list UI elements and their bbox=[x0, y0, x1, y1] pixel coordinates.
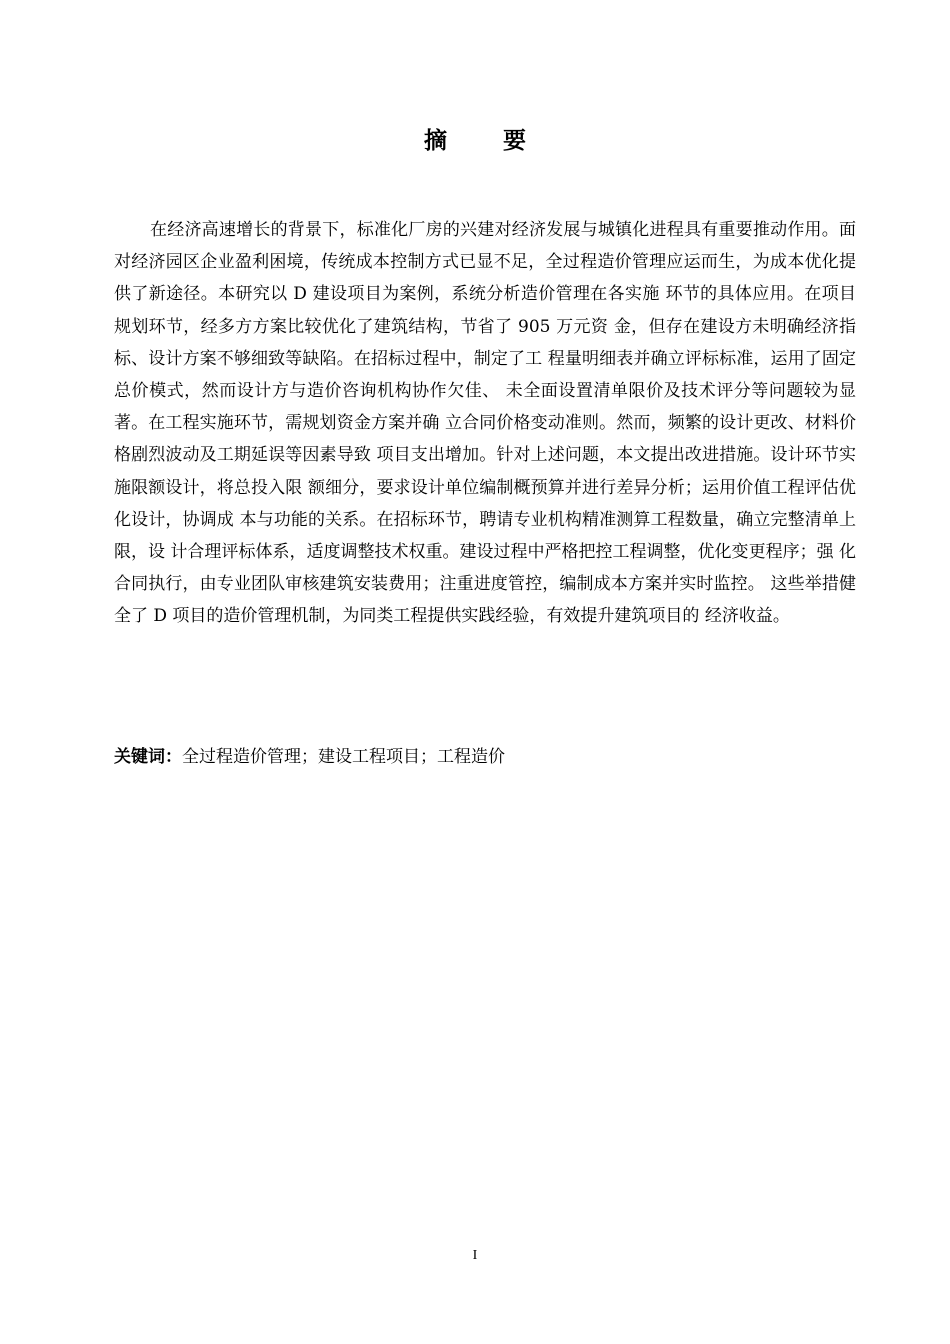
abstract-title: 摘 要 bbox=[423, 128, 550, 154]
keywords-line bbox=[114, 742, 856, 772]
abstract-body: 在经济高速增长的背景下，标准化厂房的兴建对经济发展与城镇化进程具有重要推动作用。面对经济园区企业盈利困境，传统成本控制方式已显不足，全过程造价管理应运而生，为成本优化提供了新途径。本研究以 D 建设项目为案例，系统分析造价管理在各实施 环节的具体应用。在项目规划环节，经多方方案比较优化了建筑结构，节省了 905 万元资 金，但存在建设方未明确经济指标、设计方案不够细致等缺陷。在招标过程中，制定了工 程量明细表并确立评标标准，运用了固定总价模式，然而设计方与造价咨询机构协作欠佳、 未全面设置清单限价及技术评分等问题较为显著。在工程实施环节，需规划资金方案并确 立合同价格变动准则。然而，频繁的设计更改、材料价格剧烈波动及工期延误等因素导致 项目支出增加。针对上述问题，本文提出改进措施。设计环节实施限额设计，将总投入限 额细分，要求设计单位编制概预算并进行差异分析；运用价值工程评估优化设计，协调成 本与功能的关系。在招标环节，聘请专业机构精准测算工程数量，确立完整清单上限，设 计合理评标体系，适度调整技术权重。建设过程中严格把控工程调整，优化变更程序；强 化合同执行，由专业团队审核建筑安装费用；注重进度管控，编制成本方案并实时监控。 这些举措健全了 D 项目的造价管理机制，为同类工程提供实践经验，有效提升建筑项目的 经济收益。 bbox=[114, 220, 856, 627]
keywords-text: 全过程造价管理；建设工程项目；工程造价 bbox=[182, 747, 505, 767]
keywords-label: 关键词： bbox=[114, 747, 182, 767]
page-number: I bbox=[472, 1248, 478, 1263]
